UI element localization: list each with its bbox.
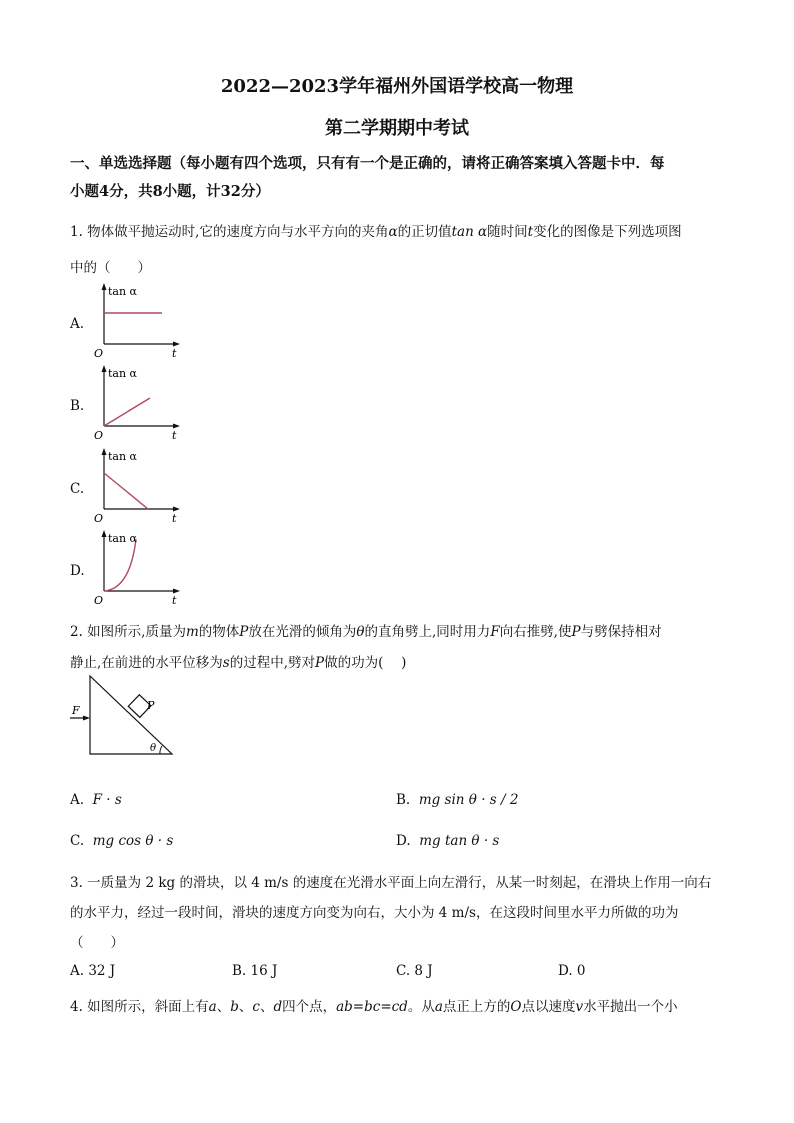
q2-fig-angle-label: θ [150,743,157,754]
q3-stem-line1: 3. 一质量为 2 kg 的滑块，以 4 m/s 的速度在光滑水平面上向左滑行，从某一时刻起，在滑块上作用一向右 [70,875,712,891]
q2-option-b[interactable]: B. mg sin θ · s / 2 [396,792,519,808]
q2-fig-block-label: P [147,699,155,712]
q1-graph-c-ylabel: tan α [108,450,137,463]
q1-graph-a-ylabel: tan α [108,285,137,298]
section-heading-line1: 一、单选选择题（每小题有四个选项，只有有一个是正确的，请将正确答案填入答题卡中．每 [70,155,665,172]
q1-graph-d [92,529,212,609]
q1-graph-d-origin: O [94,594,104,607]
q3-stem-line2: 的水平力，经过一段时间，滑块的速度方向变为向右，大小为 4 m/s，在这段时间里水平力所做的功为 [70,905,679,921]
q1-graph-c-origin: O [94,512,104,525]
q4-stem-line1: 4. 如图所示，斜面上有a、b、c、d四个点，ab=bc=cd。从a点正上方的O点以速度v水平抛出一个小 [70,999,678,1015]
q2-option-a[interactable]: A. F · s [70,792,122,808]
q1-graph-c-xlabel: t [172,512,177,525]
q1-graph-a-origin: O [94,347,104,360]
q3-option-d[interactable]: D. 0 [558,963,586,979]
q1-graph-c [92,447,212,527]
q1-graph-b-origin: O [94,429,104,442]
q1-graph-b-ylabel: tan α [108,367,137,380]
q1-graph-d-ylabel: tan α [108,532,137,545]
q2-option-c[interactable]: C. mg cos θ · s [70,833,174,849]
q2-stem-line2: 静止,在前进的水平位移为s的过程中,劈对P做的功为( ) [70,655,407,671]
q3-stem-line3: （ ） [70,935,124,951]
q2-stem-line1: 2. 如图所示,质量为m的物体P放在光滑的倾角为θ的直角劈上,同时用力F向右推劈,使P与劈保持相对 [70,624,662,640]
q1-stem-line2: 中的（ ） [70,260,151,276]
q1-option-c-label: C. [70,481,85,497]
q3-option-a[interactable]: A. 32 J [70,963,116,979]
q1-option-a-label: A. [70,316,85,332]
exam-subtitle: 第二学期期中考试 [325,118,469,139]
q1-graph-a-xlabel: t [172,347,177,360]
q2-option-d[interactable]: D. mg tan θ · s [396,833,500,849]
q3-option-b[interactable]: B. 16 J [232,963,278,979]
q2-wedge-figure [68,672,188,762]
q3-option-c[interactable]: C. 8 J [396,963,433,979]
q1-graph-a [92,282,212,362]
q1-option-b-label: B. [70,398,85,414]
q1-graph-b-xlabel: t [172,429,177,442]
q1-option-d-label: D. [70,563,85,579]
q1-graph-b [92,364,212,444]
q2-fig-force-label: F [72,704,80,717]
exam-title: 2022—2023学年福州外国语学校高一物理 [220,76,574,97]
section-heading-line2: 小题4分，共8小题，计32分） [70,183,270,200]
q1-graph-d-xlabel: t [172,594,177,607]
q1-stem-line1: 1. 物体做平抛运动时,它的速度方向与水平方向的夹角α的正切值tan α随时间t变化的图像是下列选项图 [70,224,682,240]
